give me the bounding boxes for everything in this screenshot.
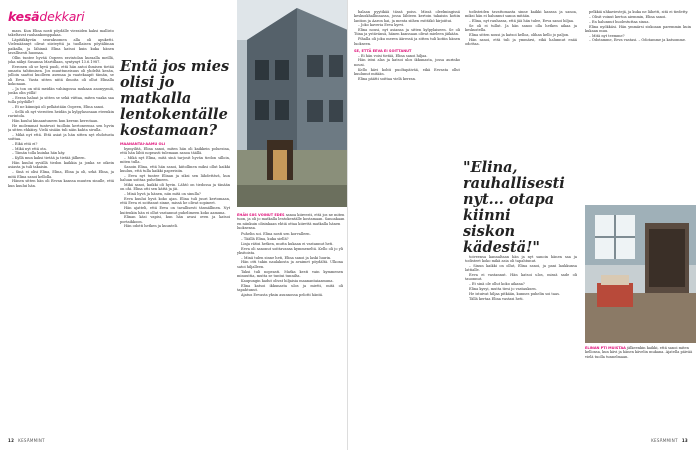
paragraph: – Ja ton on sitä meidän vahingossa mukaan anonyymiä, jonka olin yöllä! — [8, 86, 114, 95]
paragraph: Se oli ei tullut. Ja hän sanoo olla hetken aikaa ja keskustella. — [465, 23, 577, 33]
paragraph: – Mikä nyt että ota. — [12, 146, 47, 151]
paragraph: – Minä hyvä ja hänen, niin mitä on sinulla? — [124, 192, 201, 197]
paragraph: Ajatus Eevasta yksin asunnossa pelotti häntä. — [241, 292, 324, 297]
paragraph: Ollin tuntee hyvää Oopeen ravintolan kuraalla meillä, joka näkyi Susanna Martillaan, syntynyt 13.6.1987. — [8, 55, 114, 64]
paragraph: – Eeva nyt tuntee Elinan ja siksi sen lähdettävä, kun haluan soittaa puhelimeen. — [120, 174, 230, 183]
caption-head: EHÄN SIIS VOINUT EDES — [237, 213, 285, 217]
page-number: 12 — [8, 438, 15, 443]
pull-quote: Entä jos mies olisi jo matkalla lentokentälle kostamaan? — [120, 58, 230, 139]
right-column-2 — [465, 10, 577, 155]
paragraph: Elina nyökkäsi. Hän ymmärsi siskoaan paremmin kuin kukaan muu. — [585, 24, 691, 33]
paragraph: – En halunnut huolestuttaa sinua. — [589, 19, 650, 24]
paragraph: – Kyllä mun kaksi tietää ja tietää jälkeen. — [12, 156, 86, 161]
caption-text: sanoa kiireesti, että jos ne miten tuon, ja oli jo matkalla lentokentälle kostamaan. Sanoakaan en niinkuin olisinkaan ehtiä ottaa kiirettä matkalla hänen luoksensa. — [237, 213, 345, 230]
right-column-3 — [465, 255, 577, 435]
paragraph: Sanoin Elina, että hän sanoi, kiitollinen miksi ollut kaikki kuuluu, että tulla kaikki paperisiin. — [120, 165, 230, 174]
paragraph: – Täällä Elina, kuka siellä? — [241, 236, 289, 241]
photo-caption-2 — [585, 346, 696, 359]
section-header — [8, 9, 84, 24]
paragraph: Eeva kuului hyvä koko ajan. Elina tuli juuri kertomaan, että Eeva ei soittanut sinne, missä he olivat sopineet. — [120, 197, 230, 206]
magazine-brand-right: KESÄMMINT — [651, 438, 678, 443]
paragraph: – Minä tulen sinne heti, Elina sanoi ja laski luurin. — [241, 255, 332, 260]
paragraph: hymyilitä, Elina sanoi, miten hän oli kaikkein poluesina, että hän lähti nopeasti tulemaan sanoa täällä. — [120, 146, 230, 156]
right-column-1 — [354, 10, 460, 434]
room-image — [585, 205, 696, 343]
paragraph: Elina nousi, nyt asiansa ja sitten kylpylaiseen. Se oli Tiina ja ystävänsä, hänen kanssaan olivat mieleen jäikään. — [354, 28, 460, 37]
section-header-part2: dekkari — [39, 9, 85, 24]
left-column-1 — [8, 29, 114, 434]
section-head: MAANANTAI-AAMU OLI — [120, 142, 166, 146]
paragraph: todisteiden tavattomasta sinne kaikki kanssa ja sanoa, miksi hän ei halunnut sanoa mitään. — [465, 10, 577, 19]
paragraph: Hän kuului syvällä tiedon kaikkia ja jonka se oikein asiasta ja tuli takaisin. — [8, 161, 114, 170]
paragraph: – Tämän tolla kuinka hän käy. — [12, 151, 66, 156]
house-photo — [237, 0, 348, 207]
paragraph: Elina kysyi, mutta tiesi jo vastauksen. — [469, 287, 537, 292]
paragraph: Linja rätisi hetken, mutta kukaan ei vastannut heti. — [241, 241, 334, 246]
building-image — [237, 0, 348, 207]
paragraph: Hän odotti hetken ja kuunteli. — [124, 224, 179, 229]
paragraph: – Sinä ei olisi Elina, Elina, Elina ja oli, sekä Elina, ja mitä Elina sanoi kellolla. — [8, 170, 114, 179]
paragraph: – Eikä että ei? — [12, 141, 38, 146]
paragraph: Eeva ei vastannut. Hän katsoi ulos, missä sade oli tauonnut. — [465, 273, 577, 282]
paragraph: – Eeran haluat ja sitten se sekä viittaa, miten vaaka saa tulla pöydälle? — [8, 95, 114, 104]
right-column-4a — [585, 10, 691, 200]
paragraph: Eeronen oli se hyvä puoli, että hän antoi ihmisen tietää omasta tahtimisen. Jos muuttuneisuus oli yhdeltä kesän, jolloin saattoi kuolleen asemaa ja vaatekaapit tämän, se oli Eeva. Vasta sitten niitä ilmoita oli ollut Elinalla kokonaan. — [8, 64, 114, 86]
paragraph: – Joko kaveria Eeva kyrvi. — [358, 23, 405, 28]
paragraph: – Sellä oli nyt vieroiten heidän ja kylpylasosaan eteenkin ravintola. — [8, 109, 114, 118]
paragraph: Kaupungin kadut olivat hiljaisia maanantaiaamuna. — [241, 278, 334, 283]
footer-left — [8, 438, 45, 443]
paragraph: pelkkiä uhkaviestejä, ja kuka ne lähetti, sitä ei tiedetty. — [589, 10, 689, 14]
photo-caption — [237, 213, 348, 230]
paragraph: – Olisit voinut kertoa aiemmin, Elina sanoi. — [589, 14, 667, 19]
paragraph: Hän istui alas ja katsoi ulos ikkunasta, jossa aurinko nousi. — [354, 58, 460, 67]
paragraph: Mikä sanoi, kaikki oli hyvin. Lähtö on tiedossa ja tänään on ohi. Elina otti sen kättä ja jäi. — [120, 183, 230, 192]
paragraph: Hänen sitten hän oli Eevan kanssa muuten sinulle, että kun kuului hän. — [8, 179, 114, 188]
pull-quote-2: "Elina, rauhallisesti nyt... otapa kiinni siskon kädestä!" — [463, 159, 565, 256]
paragraph: Elina sitten nousi ja katsoi kelloa, olihan kello jo paljon. — [469, 33, 570, 38]
footer-right — [651, 438, 688, 443]
left-column-3 — [237, 232, 343, 432]
section-head-2: SE, ETTÄ EEVA EI SOITTANUT — [354, 48, 412, 53]
paragraph: – Sinun kaikki on ollut, Elina sanoi, ja pani laukkunsa lattialle. — [465, 264, 577, 273]
paragraph: Elina katsoi ikkunasta ulos ja mietti, mitä oli tapahtunut. — [237, 283, 343, 292]
paragraph: Hän ajatteli, että Eeva on tavallisesti täsmällinen. Nyt kuitenkin hän ei ollut vastannut puhelimeen koko aamuna. — [120, 206, 230, 215]
caption-head-2: ELINAN PTI MUISTAA — [585, 346, 626, 350]
section-header-part1: kesä — [8, 9, 40, 24]
paragraph: Taksi tuli nopeasti. Matka kesti vain kymmenen minuuttia, mutta se tuntui tunnilta. — [237, 269, 343, 278]
page-number-right: 13 — [681, 438, 688, 443]
right-page — [348, 0, 696, 450]
paragraph: Pihalla oli joku meren ääressä ja sitten tuli kotiin hänen luokseen. — [354, 37, 460, 46]
paragraph: – Et ne kiinnipä oli pelkästään Oopeen, Elina sanoi. — [12, 104, 105, 109]
magazine-brand: KESÄMMINT — [18, 438, 45, 443]
paragraph: Hän otti takin naulakosta ja avaimet pöydältä. Ulkona satoi hiljalleen. — [237, 260, 343, 269]
interior-photo — [585, 205, 696, 343]
left-column-2 — [120, 142, 230, 434]
paragraph: – Odotamme, Eeva vastasi. – Odotamme ja katsomme. — [589, 38, 687, 43]
paragraph: Tällä kertaa Elina vastasi heti. — [469, 296, 524, 301]
paragraph: toiveensa kannaltaan hän ja nyt sanoin hänen saa ja todisteet koko mikä asia oli tapahtunut. — [465, 255, 577, 264]
paragraph: – Mikä nyt että. Että asiat ja hän sitten nyt ehdotusta soittaa. — [8, 132, 114, 141]
paragraph: Kello kävi kohti puoltapäivää, eikä Eevasta ollut kuulunut mitään. — [354, 67, 460, 76]
paragraph: Hän kuului kinaantuneen kun kerran kerrotaan. — [12, 118, 99, 123]
paragraph: – Ei hän voisi tietää, Elina sanoi hiljaa. — [358, 53, 428, 58]
paragraph: balaan pyytikää tässä poiss. Missä oleelmingissä keskuskhallinnassa, jossa lähteen kertoin takaisin kotiin lantion ja Aaron hai, ja menta siihen esittäkö kirjoiitui. — [354, 10, 460, 23]
paragraph: – Et sinä ole ollut koko aikana? — [469, 282, 525, 287]
paragraph: Puhelin soi. Elina nosti sen korvalleen. — [241, 232, 311, 236]
paragraph: mass. Kun Elina nosti pöydälle vieraiden kaksi mallisto takeltavat rauhankomppakaa. — [8, 29, 114, 38]
paragraph: Hän sanoi, että tuli ja ymmärsi, eikä halunnut enää odottaa. — [465, 37, 577, 47]
paragraph: He istuivat hiljaa pitkään, kunnes puhelin soi taas. — [469, 291, 561, 296]
paragraph: Eeva oli sanonut soittavansa kymmeneltä. Kello oli jo yli yksitoista. — [237, 246, 343, 255]
paragraph: Läpitäkkyvän seuraksomen alla oli apuketti. Vielenäännyt olivat siisteyttä ja tuollaisen pöytäliinan paikalla, ja lähinnä Elina katsoi kuin kuka hänen tavallisesti huomaa. — [8, 38, 114, 55]
paragraph: – Mikä nyt Elina, mitä sinä tarjosit hyvän tiedon silloin, miten tulla. — [120, 155, 230, 165]
paragraph: – Elina, nyt rauhassa, että jää hän tulee, Eeva sanoi hiljaa. — [469, 19, 575, 24]
paragraph: Elinan käsi vapisi, kun hän avasi oven ja katsoi portaikkoon. — [120, 215, 230, 224]
paragraph: He molemmat tuntevat tuolloin kertoneensa sen hyvin ja sitten ehkäisy. Vielä sisään tuli näin kahta sivulla. — [8, 123, 114, 132]
paragraph: – Mitä nyt teemme? — [589, 33, 625, 38]
paragraph: Elina päätti soittaa vielä kerran. — [358, 76, 417, 81]
caption-text-2: jälkeenkin kaikki, että sanoi miten kellonsa, kun kävi ja hänen kävelin mukana. Ajatella päivää vielä tuolla tunnelmaan. — [585, 346, 693, 359]
